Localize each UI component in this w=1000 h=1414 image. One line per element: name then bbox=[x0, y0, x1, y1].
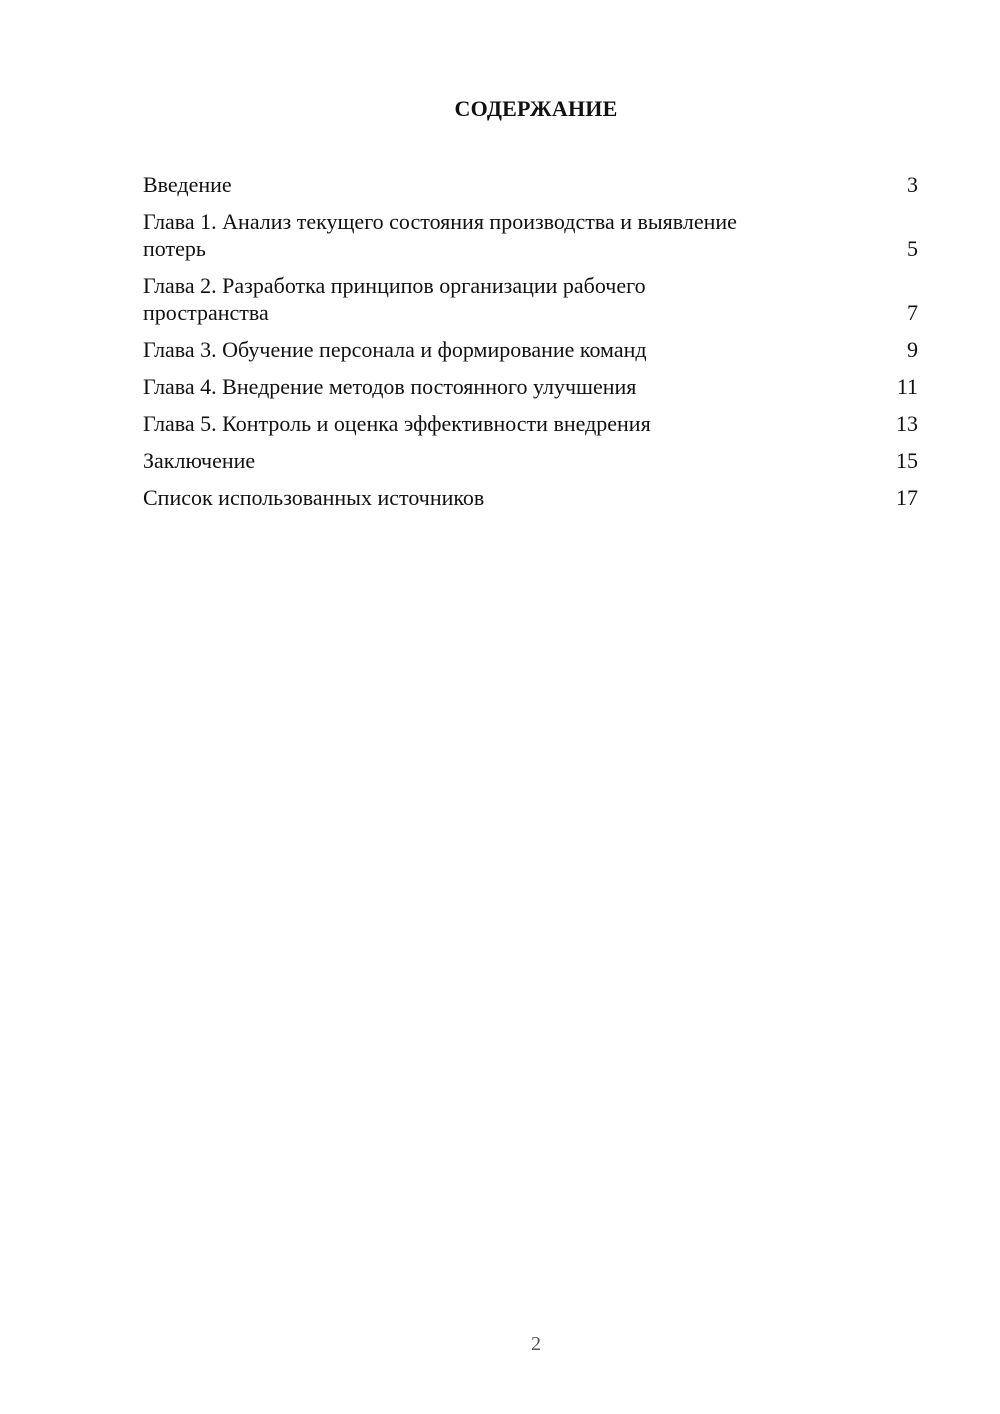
toc-entry-label: Список использованных источников bbox=[143, 485, 485, 510]
table-of-contents bbox=[143, 171, 918, 521]
toc-entry-introduction bbox=[143, 171, 918, 198]
toc-entry-page: 7 bbox=[907, 300, 918, 325]
toc-entry-chapter-3 bbox=[143, 336, 918, 363]
toc-entry-page: 15 bbox=[896, 448, 918, 473]
toc-entry-label: Глава 4. Внедрение методов постоянного улучшения bbox=[143, 374, 637, 399]
toc-entry-conclusion bbox=[143, 447, 918, 474]
toc-entry-label: Введение bbox=[143, 172, 232, 197]
toc-entry-page: 5 bbox=[907, 236, 918, 261]
toc-entry-label: Заключение bbox=[143, 448, 256, 473]
toc-entry-chapter-5 bbox=[143, 410, 918, 437]
toc-entry-chapter-1 bbox=[143, 208, 918, 262]
toc-entry-page: 13 bbox=[896, 411, 918, 436]
toc-entry-page: 11 bbox=[896, 374, 918, 399]
toc-entry-page: 3 bbox=[907, 172, 918, 197]
toc-entry-chapter-2 bbox=[143, 272, 918, 326]
toc-entry-page: 9 bbox=[907, 337, 918, 362]
toc-entry-label: Глава 5. Контроль и оценка эффективности внедрения bbox=[143, 411, 651, 436]
toc-entry-label: Глава 3. Обучение персонала и формирование команд bbox=[143, 337, 647, 362]
toc-entry-label: Глава 2. Разработка принципов организации рабочего пространства bbox=[143, 273, 646, 325]
toc-entry-label: Глава 1. Анализ текущего состояния производства и выявление потерь bbox=[143, 209, 737, 261]
page-number: 2 bbox=[531, 1333, 541, 1355]
toc-entry-page: 17 bbox=[896, 485, 918, 510]
toc-entry-references bbox=[143, 484, 918, 511]
toc-entry-chapter-4 bbox=[143, 373, 918, 400]
page-title: СОДЕРЖАНИЕ bbox=[454, 96, 618, 121]
